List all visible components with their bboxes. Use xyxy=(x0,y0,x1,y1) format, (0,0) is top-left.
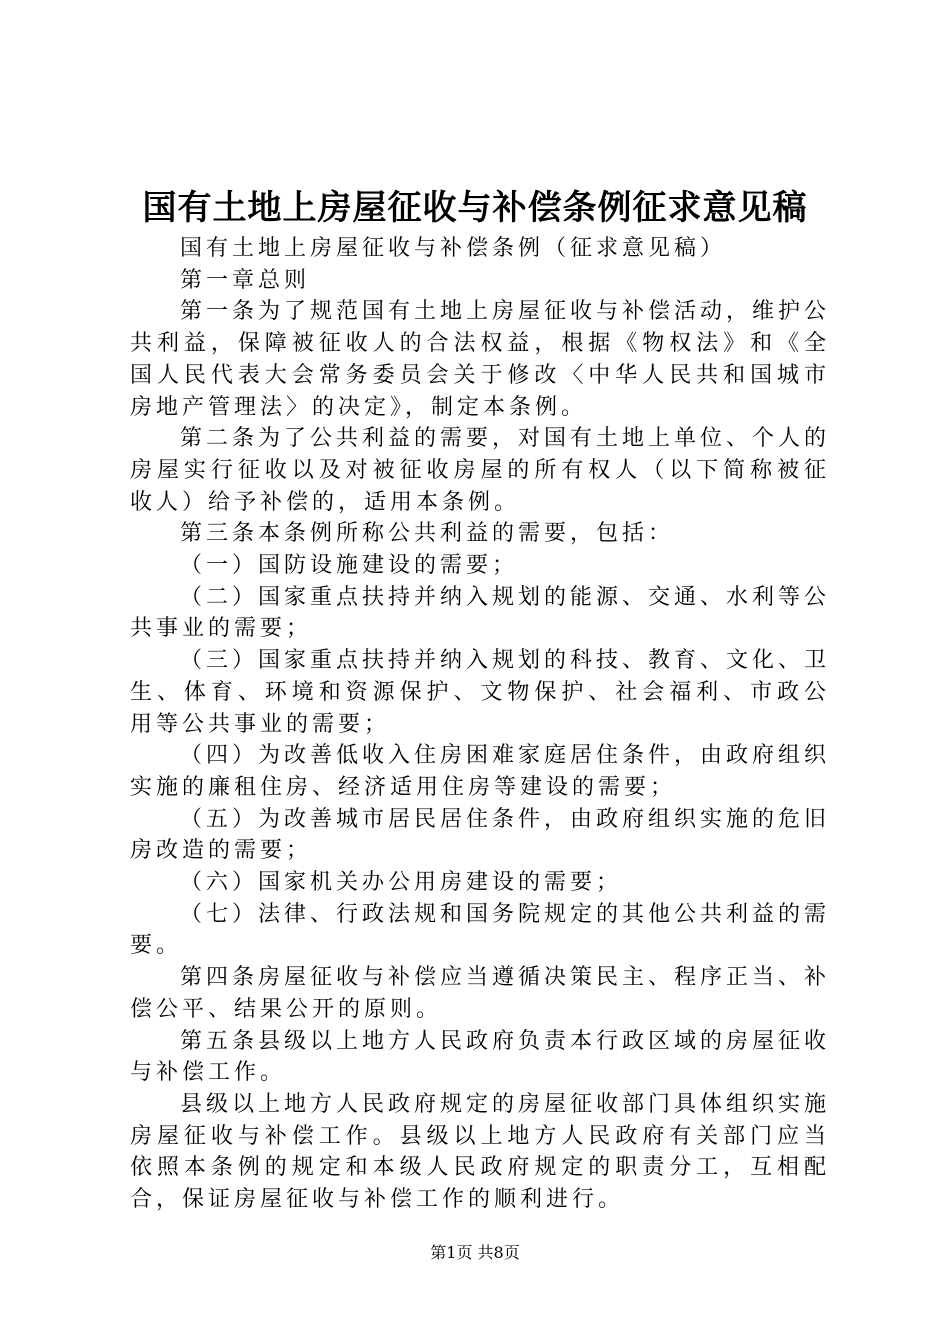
paragraph-item-6: （六）国家机关办公用房建设的需要； xyxy=(180,870,623,896)
document-body xyxy=(130,233,830,1216)
paragraph-item-1: （一）国防设施建设的需要； xyxy=(180,553,519,579)
paragraph-article-1: 第一条为了规范国有土地上房屋征收与补偿活动，维护公共利益，保障被征收人的合法权益，根据《物权法》和《全国人民代表大会常务委员会关于修改〈中华人民共和国城市房地产管理法〉的决定》，制定本条例。 xyxy=(130,299,831,420)
paragraph-chapter-heading: 第一章总则 xyxy=(180,267,311,293)
paragraph-item-2: （二）国家重点扶持并纳入规划的能源、交通、水利等公共事业的需要； xyxy=(130,584,831,642)
paragraph-article-5: 第五条县级以上地方人民政府负责本行政区域的房屋征收与补偿工作。 xyxy=(130,1028,831,1086)
paragraph-item-7: （七）法律、行政法规和国务院规定的其他公共利益的需要。 xyxy=(130,901,831,959)
paragraph-article-5-continued: 县级以上地方人民政府规定的房屋征收部门具体组织实施房屋征收与补偿工作。县级以上地方人民政府有关部门应当依照本条例的规定和本级人民政府规定的职责分工，互相配合，保证房屋征收与补偿工作的顺利进行。 xyxy=(130,1091,831,1213)
paragraph-item-3: （三）国家重点扶持并纳入规划的科技、教育、文化、卫生、体育、环境和资源保护、文物保护、社会福利、市政公用等公共事业的需要； xyxy=(130,648,831,737)
paragraph-item-5: （五）为改善城市居民居住条件，由政府组织实施的危旧房改造的需要； xyxy=(130,806,831,864)
paragraph-subtitle: 国有土地上房屋征收与补偿条例（征求意见稿） xyxy=(180,236,727,261)
paragraph-article-4: 第四条房屋征收与补偿应当遵循决策民主、程序正当、补偿公平、结果公开的原则。 xyxy=(130,965,831,1022)
page-footer: 第1页 共8页 xyxy=(430,1243,520,1262)
document-title: 国有土地上房屋征收与补偿条例征求意见稿 xyxy=(142,188,808,228)
paragraph-article-3: 第三条本条例所称公共利益的需要，包括： xyxy=(180,521,675,547)
paragraph-article-2: 第二条为了公共利益的需要，对国有土地上单位、个人的房屋实行征收以及对被征收房屋的所有权人（以下简称被征收人）给予补偿的，适用本条例。 xyxy=(130,426,831,515)
paragraph-item-4: （四）为改善低收入住房困难家庭居住条件，由政府组织实施的廉租住房、经济适用住房等建设的需要； xyxy=(130,743,831,800)
